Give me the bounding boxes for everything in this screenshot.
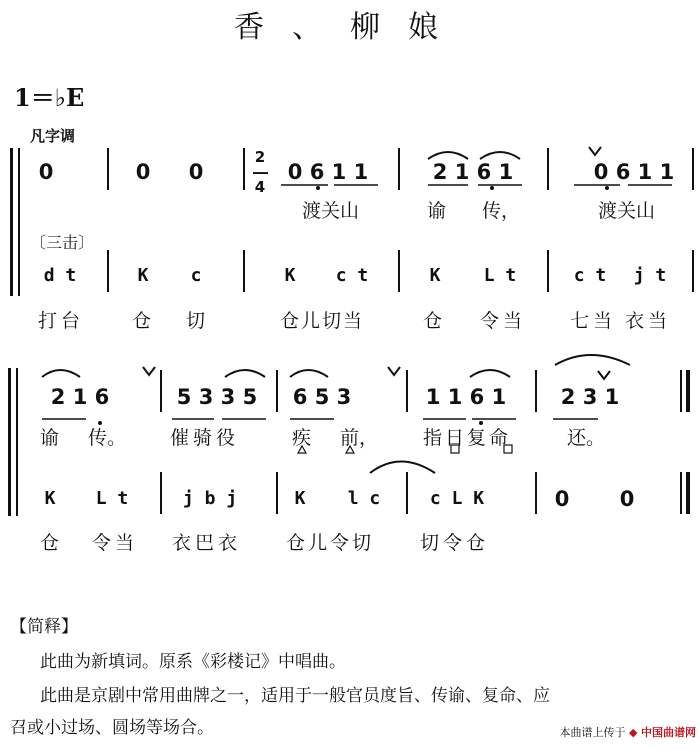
melody-measure: 0 6 1 1 [287,160,369,184]
melody-measure: 6 5 3 [292,385,352,409]
site-logo-icon: ◆ [629,726,638,739]
breath-mark [143,367,155,375]
lyric: 疾 [292,427,312,449]
melody-note: 0 [135,160,151,184]
final-barline-thick [686,472,690,514]
lyric: 传。 [88,427,127,449]
barline [107,250,109,292]
notes-heading: 【简释】 [10,617,78,637]
percussion-syllables: 仓儿令切 [286,532,375,554]
slur [428,152,468,159]
percussion-pattern: K [137,265,149,286]
slur [42,370,80,377]
melody-measure: 2 1 6 1 [432,160,514,184]
percussion-pattern: L t [95,488,129,509]
melody-measure: 0 6 1 1 [593,160,675,184]
percussion-pattern: c [190,265,202,286]
percussion-pattern: c t [335,265,369,286]
mode-label: 凡字调 [30,127,76,145]
percussion-pattern: K [429,265,441,286]
percussion-syllables: 切令仓 [420,532,490,554]
slur [225,370,265,377]
octave-dot [605,186,609,190]
breath-mark [598,371,610,379]
breath-mark [589,147,601,155]
time-signature: 2 ― 4 [253,148,268,196]
credit-prefix: 本曲谱上传于 [559,726,626,739]
percussion-pattern: c t [573,265,607,286]
octave-dot [316,186,320,190]
percussion-syllables: 衣巴衣 [172,532,242,554]
percussion-label: 〔三击〕 [30,233,95,252]
rest: 0 [619,487,635,511]
melody-measure: 1 1 6 1 [425,385,507,409]
barline [160,472,162,514]
barline [243,250,245,292]
percussion-syllables: 仓 [40,532,60,554]
barline [406,472,408,514]
percussion-pattern: j t [633,265,667,286]
lyric: 谕 [427,200,447,222]
final-barline [680,472,682,514]
site-credit [560,724,696,740]
melody-measure: 2 1 6 [50,385,110,409]
percussion-syllables: 令当 [480,310,527,332]
percussion-pattern: j b j [182,488,238,509]
percussion-pattern: K [294,488,306,509]
percussion-pattern: d t [43,265,77,286]
octave-dot [490,186,494,190]
percussion-pattern: l c [347,488,381,509]
lyric: 前， [340,427,379,449]
percussion-syllables: 衣当 [625,310,672,332]
percussion-pattern: K [44,488,56,509]
melody-note: 0 [38,160,54,184]
barline [535,472,537,514]
percussion-syllables: 仓 [132,310,152,332]
slur [555,355,630,365]
percussion-syllables: 仓 [423,310,443,332]
lyric: 渡关山 [598,200,656,222]
melody-measure: 2 3 1 [560,385,620,409]
percussion-syllables: 七当 [570,310,617,332]
melody-note: 0 [188,160,204,184]
rest: 0 [554,487,570,511]
melody-measure: 5 3 3 5 [176,385,258,409]
notes-paragraph-1: 此曲为新填词。原系《彩楼记》中唱曲。 [40,652,346,672]
lyric: 谕 [40,427,60,449]
slur [480,152,520,159]
slur [470,370,510,377]
percussion-pattern: c L K [429,488,485,509]
barline [398,250,400,292]
lyric: 还。 [567,427,606,449]
percussion-syllables: 切 [186,310,206,332]
lyric: 渡关山 [302,200,360,222]
notes-paragraph-2-cont: 召或小过场、圆场等场合。 [10,718,214,738]
barline [692,250,694,292]
percussion-syllables: 打台 [38,310,85,332]
percussion-pattern: K [284,265,296,286]
score-title: 香、柳娘 [234,10,466,45]
percussion-pattern: L t [483,265,517,286]
site-name[interactable]: 中国曲谱网 [641,726,696,739]
lyric: 指日复命 [423,427,512,449]
notes-paragraph-2: 此曲是京剧中常用曲牌之一，适用于一般官员度旨、传谕、复命、应 [40,686,550,706]
lyric: 催骑役 [170,427,240,449]
barline [547,250,549,292]
lyric: 传， [482,200,521,222]
percussion-slur [370,462,435,474]
breath-mark [388,367,400,375]
barline [276,472,278,514]
percussion-syllables: 仓儿切当 [280,310,365,332]
percussion-syllables: 令当 [92,532,139,554]
slur [290,370,328,377]
key-signature: 1＝♭E [14,83,85,112]
